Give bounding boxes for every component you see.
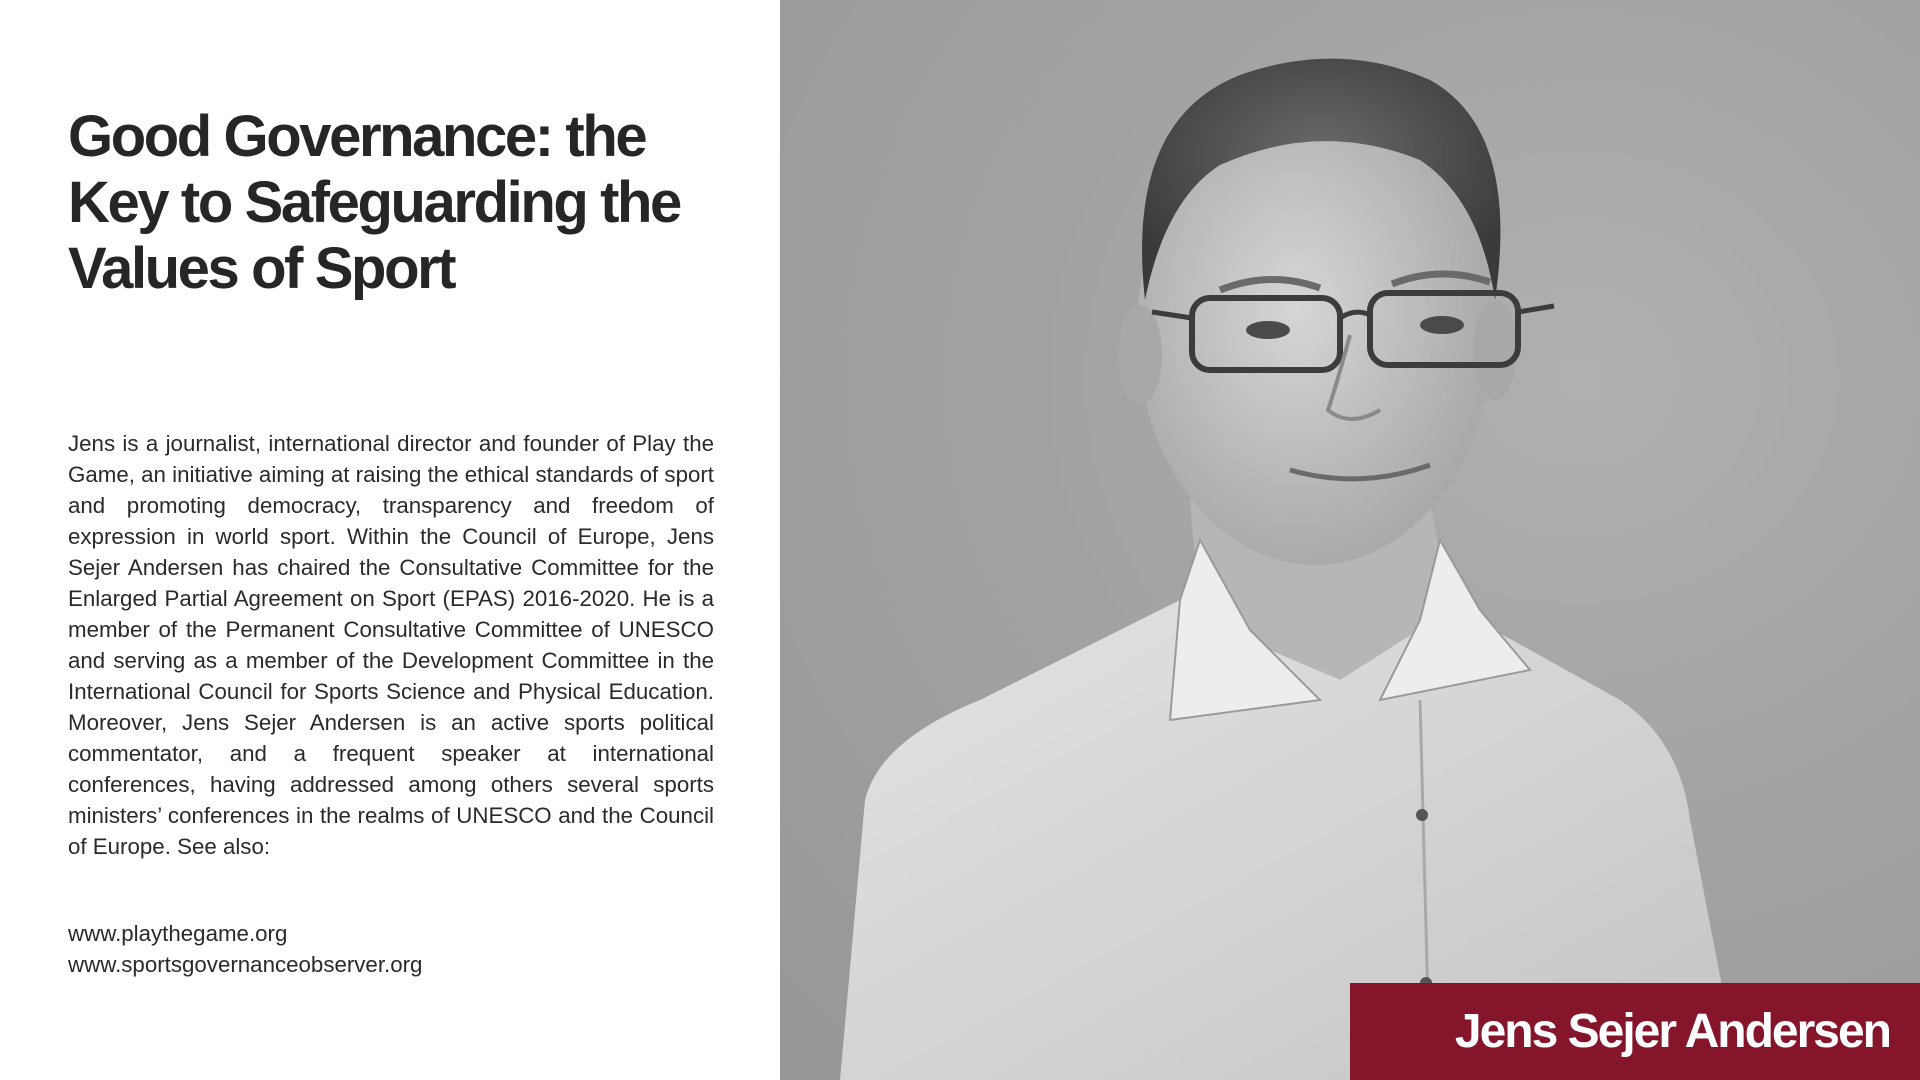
portrait-illustration [780, 0, 1920, 1080]
link-playthegame[interactable]: www.playthegame.org [68, 921, 288, 946]
speaker-name: Jens Sejer Andersen [1454, 1005, 1890, 1058]
glasses-arm-right [1518, 306, 1554, 312]
text-panel [0, 0, 780, 1080]
link-sportsgovernanceobserver[interactable]: www.sportsgovernanceobserver.org [68, 952, 423, 977]
eye-right [1420, 316, 1464, 334]
speaker-bio: Jens is a journalist, international director and founder of Play the Game, an initiative aiming at raising the ethical standards of sport and promoting democracy, transparency and freedom of expression in world sport. Within the Council of Europe, Jens Sejer Andersen has chaired the Consultative Committee for the Enlarged Partial Agreement on Sport (EPAS) 2016-2020. He is a member of the Permanent Consultative Committee of UNESCO and serving as a member of the Development Committee in the International Council for Sports Science and Physical Education. Moreover, Jens Sejer Andersen is an active sports political commentator, and a frequent speaker at international conferences, having addressed among others several sports ministers’ conferences in the realms of UNESCO and the Council of Europe. See also: [68, 431, 714, 859]
eye-left [1246, 321, 1290, 339]
link-list [68, 918, 668, 980]
speaker-name-banner [1350, 983, 1920, 1080]
page-title: Good Governance: the Key to Safeguarding the Values of Sport [68, 104, 680, 301]
speaker-portrait-photo [780, 0, 1920, 1080]
shirt-button [1416, 809, 1428, 821]
ear-right [1473, 300, 1517, 400]
ear-left [1118, 305, 1162, 405]
